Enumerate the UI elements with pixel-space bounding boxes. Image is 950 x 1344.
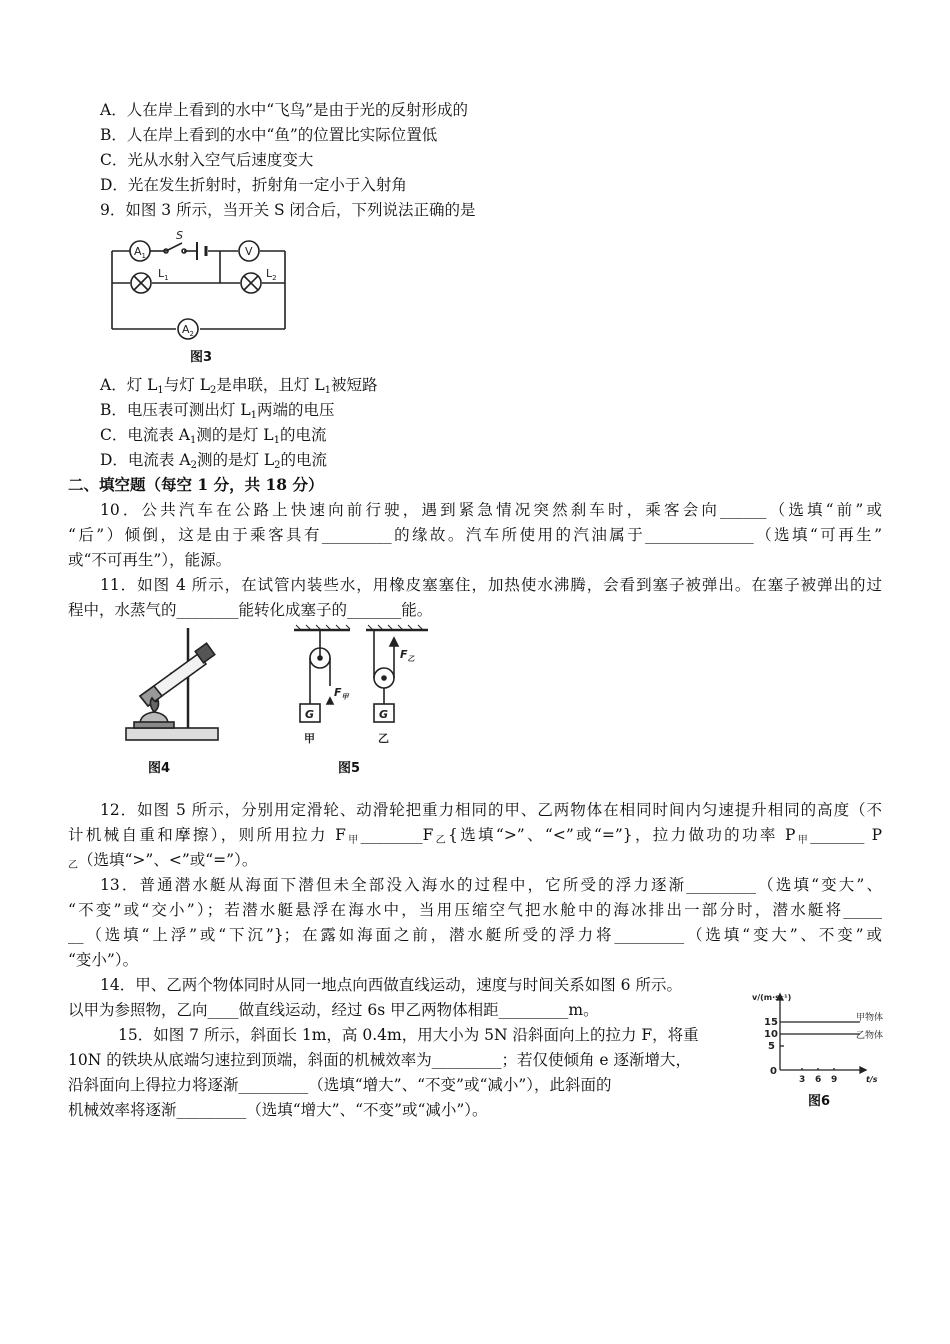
q13-line-3: __（选填“上浮”或“下沉”}；在露如海面之前，潜水艇所受的浮力将_________（选填“变大”、不变”或 bbox=[68, 926, 882, 944]
block-g-jia-label: G bbox=[305, 708, 315, 721]
force-f-jia-label: $F_甲$ bbox=[334, 686, 349, 701]
lamp-l2-label: $L_2$ bbox=[266, 267, 277, 282]
fig6-y-tick-15: 15 bbox=[764, 1017, 778, 1028]
voltmeter-v-label: V bbox=[245, 245, 253, 258]
fig6-y-axis-label: v/(m·s⁻¹) bbox=[752, 993, 792, 1002]
block-g-yi-label: G bbox=[379, 708, 389, 721]
pulley-jia-label: 甲 bbox=[304, 732, 315, 745]
q15-line-3: 沿斜面向上得拉力将逐渐_________（选填“增大”、“不变”或“减小”），此斜面的 bbox=[68, 1076, 612, 1094]
q12-line-1: 12．如图 5 所示，分别用定滑轮、动滑轮把重力相同的甲、乙两物体在相同时间内匀速提升相同的高度（不 bbox=[100, 801, 882, 819]
figure-4-caption: 图4 bbox=[148, 761, 171, 776]
q9-option-a: A．灯 $L_1$与灯 $L_2$是串联，且灯 $L_1$被短路 bbox=[100, 376, 378, 396]
ammeter-a1-label: $A_1$ bbox=[134, 245, 146, 260]
q8-option-d: D．光在发生折射时，折射角一定小于入射角 bbox=[100, 176, 407, 194]
ammeter-a2-label: $A_2$ bbox=[182, 323, 194, 338]
fig6-x-tick-6: 6 bbox=[815, 1075, 822, 1085]
q15-line-4: 机械效率将逐渐_________（选填“增大”、“不变”或“减小”）。 bbox=[68, 1101, 488, 1119]
lamp-l1-label: $L_1$ bbox=[158, 267, 169, 282]
fig6-y-tick-10: 10 bbox=[764, 1029, 778, 1040]
fig6-x-tick-9: 9 bbox=[831, 1075, 838, 1085]
q8-option-b: B．人在岸上看到的水中“鱼”的位置比实际位置低 bbox=[100, 126, 438, 144]
q15-line-1: 15．如图 7 所示，斜面长 1m，高 0.4m，用大小为 5N 沿斜面向上的拉力 F，将重 bbox=[118, 1026, 699, 1044]
q13-line-4: “变小”）。 bbox=[68, 951, 139, 969]
figure-5-caption: 图5 bbox=[338, 761, 361, 776]
fig6-y-tick-0: 0 bbox=[770, 1066, 777, 1077]
q9-stem: 9．如图 3 所示，当开关 S 闭合后，下列说法正确的是 bbox=[100, 201, 476, 219]
q13-line-2: “不变”或“交小”）；若潜水艇悬浮在海水中，当用压缩空气把水舱中的海冰排出一部分时，潜水艇将_____ bbox=[68, 901, 882, 919]
fig6-y-tick-5: 5 bbox=[768, 1041, 775, 1052]
q14-line-1: 14．甲、乙两个物体同时从同一地点向西做直线运动，速度与时间关系如图 6 所示。 bbox=[100, 976, 682, 994]
force-f-yi-label: $F_乙$ bbox=[400, 648, 415, 663]
q14-line-2: 以甲为参照物，乙向____做直线运动，经过 6s 甲乙两物体相距_________m。 bbox=[68, 1001, 599, 1019]
figure-6-velocity-time-graph bbox=[752, 990, 892, 1088]
q8-option-c: C．光从水射入空气后速度变大 bbox=[100, 151, 314, 169]
figure-3-caption: 图3 bbox=[190, 350, 213, 365]
q8-option-a: A．人在岸上看到的水中“飞鸟”是由于光的反射形成的 bbox=[100, 101, 469, 119]
q9-option-b: B．电压表可测出灯 $L_1$两端的电压 bbox=[100, 401, 335, 421]
circuit-figure-3 bbox=[100, 225, 295, 365]
q13-line-1: 13．普通潜水艇从海面下潜但未全部没入海水的过程中，它所受的浮力逐渐_________（选填“变大”、 bbox=[100, 876, 882, 894]
q9-option-d: D．电流表 $A_2$测的是灯 $L_2$的电流 bbox=[100, 451, 328, 471]
fig6-x-axis-label: t/s bbox=[866, 1075, 878, 1084]
figure-5-pulleys bbox=[288, 624, 438, 750]
q12-line-2: 计机械自重和摩擦），则所用拉力 $F_甲\_\_\_\_\_\_\_\_F_乙${选填“>”、“<”或“=”}，拉力做功的功率 $P_甲\_\_\_\_\_\_\_$ P bbox=[68, 826, 883, 846]
pulley-yi-label: 乙 bbox=[378, 732, 389, 745]
q11-line-1: 11．如图 4 所示，在试管内装些水，用橡皮塞塞住，加热使水沸腾，会看到塞子被弹出。在塞子被弹出的过 bbox=[100, 576, 882, 594]
q12-line-3: $_乙$（选填“>”、<”或“=”）。 bbox=[68, 851, 258, 871]
fig6-x-tick-3: 3 bbox=[799, 1075, 806, 1085]
q10-line-3: 或“不可再生”），能源。 bbox=[68, 551, 232, 569]
q9-option-c: C．电流表 $A_1$测的是灯 $L_1$的电流 bbox=[100, 426, 327, 446]
q11-line-2: 程中，水蒸气的________能转化成塞子的_______能。 bbox=[68, 601, 433, 619]
q15-line-2: 10N 的铁块从底端匀速拉到顶端，斜面的机械效率为_________；若仅使倾角 e 逐渐增大， bbox=[68, 1051, 691, 1069]
section-2-title: 二、填空题（每空 1 分，共 18 分） bbox=[68, 475, 324, 494]
switch-s-label: S bbox=[176, 229, 183, 242]
q10-line-1: 10．公共汽车在公路上快速向前行驶，遇到紧急情况突然刹车时，乘客会向______（选填“前”或 bbox=[100, 501, 882, 519]
fig6-series-yi-label: 乙物体 bbox=[856, 1031, 884, 1041]
fig6-series-jia-label: 甲物体 bbox=[856, 1013, 884, 1023]
q10-line-2: “后”）倾倒，这是由于乘客具有_________的缘故。汽车所使用的汽油属于______________（选填“可再生” bbox=[68, 526, 882, 544]
figure-4-test-tube-apparatus bbox=[118, 624, 228, 746]
figure-6-caption: 图6 bbox=[808, 1094, 831, 1109]
